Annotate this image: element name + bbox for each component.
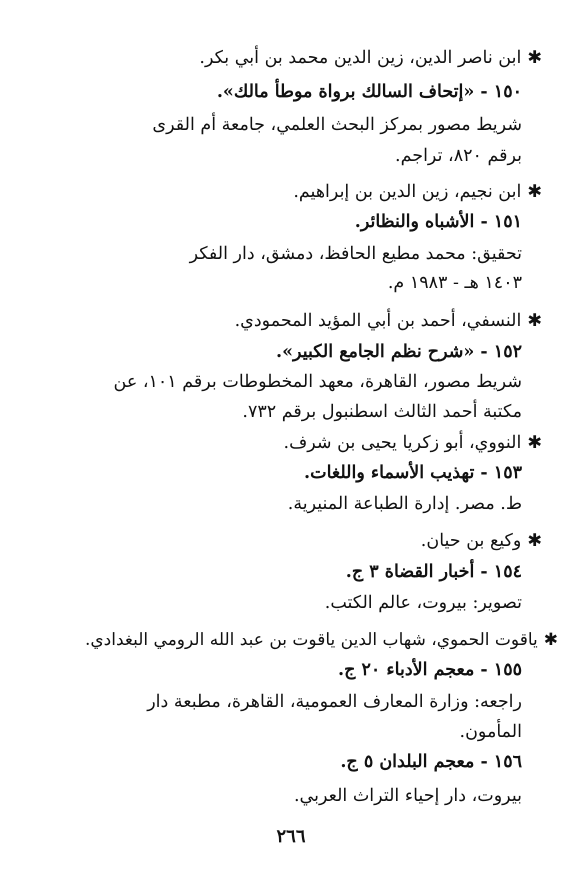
work-detail: راجعه: وزارة المعارف العمومية، القاهرة، مطبعة دار [147,692,522,712]
author-line [421,531,542,552]
author-line [293,182,542,203]
work-title: ١٥٢ - «شرح نظم الجامع الكبير». [276,342,522,362]
asterisk-icon: ✱ [527,182,542,202]
asterisk-icon: ✱ [527,311,542,331]
author-line [85,630,558,650]
work-title: ١٥٦ - معجم البلدان ٥ ج. [340,752,522,772]
work-title: ١٥٣ - تهذيب الأسماء واللغات. [304,463,522,483]
work-detail: تصوير: بيروت، عالم الكتب. [324,593,522,613]
author-name: وكيع بن حيان. [420,531,522,551]
work-detail: ط. مصر. إدارة الطباعة المنيرية. [287,494,522,514]
author-name: ابن ناصر الدين، زين الدين محمد بن أبي بكر. [199,48,522,68]
author-line [199,48,542,69]
author-name: ابن نجيم، زين الدين بن إبراهيم. [293,182,522,202]
work-detail: تحقيق: محمد مطيع الحافظ، دمشق، دار الفكر [189,244,522,264]
asterisk-icon: ✱ [527,433,542,453]
asterisk-icon: ✱ [527,531,542,551]
author-name: ياقوت الحموي، شهاب الدين ياقوت بن عبد الله الرومي البغدادي. [84,630,538,650]
work-detail: مكتبة أحمد الثالث اسطنبول برقم ٧٣٢. [242,402,522,422]
work-detail: شريط مصور، القاهرة، معهد المخطوطات برقم ١٠١، عن [113,372,522,392]
work-detail: بيروت، دار إحياء التراث العربي. [293,786,522,806]
work-detail: المأمون. [459,722,522,742]
work-title: ١٥٠ - «إتحاف السالك برواة موطأ مالك». [216,82,522,102]
asterisk-icon: ✱ [543,630,558,650]
asterisk-icon: ✱ [527,48,542,68]
work-title: ١٥٤ - أخبار القضاة ٣ ج. [345,562,522,582]
work-detail: شريط مصور بمركز البحث العلمي، جامعة أم القرى [152,115,522,135]
author-name: النووي، أبو زكريا يحيى بن شرف. [283,433,522,453]
work-title: ١٥٥ - معجم الأدباء ٢٠ ج. [338,660,522,680]
author-name: النسفي، أحمد بن أبي المؤيد المحمودي. [234,311,522,331]
work-detail: برقم ٨٢٠، تراجم. [395,146,522,166]
work-title: ١٥١ - الأشباه والنظائر. [354,212,522,232]
work-detail: ١٤٠٣ هـ - ١٩٨٣ م. [387,273,522,293]
page-number: ٢٦٦ [276,826,306,847]
author-line [284,433,542,454]
author-line [235,311,542,332]
